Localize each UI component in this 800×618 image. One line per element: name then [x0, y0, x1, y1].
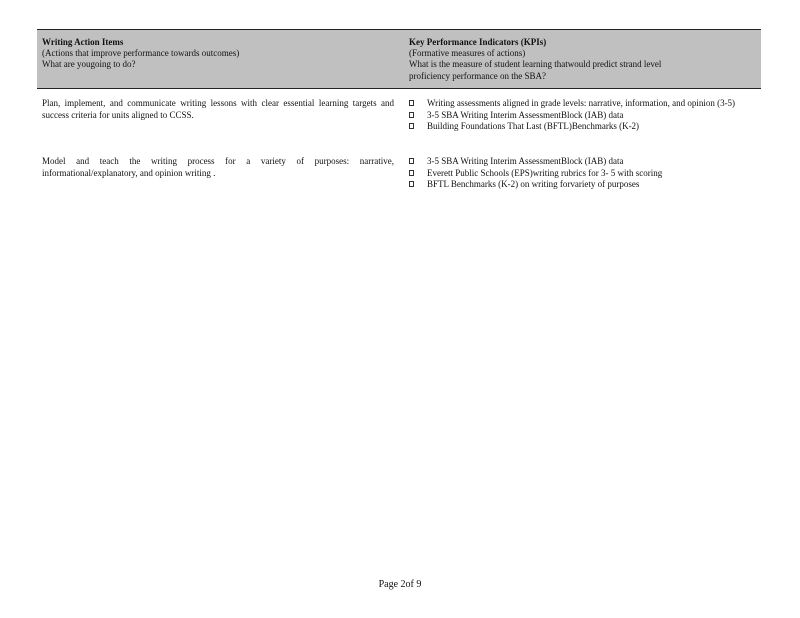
bullet-icon — [409, 170, 414, 176]
right-header-question-line2: proficiency performance on the SBA? — [409, 70, 546, 81]
action-items-table — [37, 29, 761, 201]
bullet-icon — [409, 100, 414, 106]
list-item — [409, 98, 754, 110]
action-cell: Model and teach the writing process for a variety of purposes: narrative, informational/explanatory, and opinion writing . — [42, 156, 394, 178]
table-row — [37, 89, 761, 151]
kpi-text: 3-5 SBA Writing Interim AssessmentBlock (IAB) data — [427, 156, 624, 166]
table-body — [37, 89, 761, 201]
table-row — [37, 151, 761, 201]
list-item — [409, 168, 754, 180]
kpi-text: Building Foundations That Last (BFTL)Benchmarks (K-2) — [427, 121, 640, 131]
list-item — [409, 110, 754, 122]
left-header-question: What are yougoing to do? — [42, 59, 136, 70]
table-header — [37, 29, 761, 89]
bullet-icon — [409, 112, 414, 118]
kpi-cell — [409, 98, 754, 133]
right-header-question-line1: What is the measure of student learning thatwould predict strand level — [409, 59, 662, 70]
bullet-icon — [409, 181, 414, 187]
kpi-text: BFTL Benchmarks (K-2) on writing forvariety of purposes — [427, 179, 640, 189]
left-header-title: Writing Action Items — [42, 37, 124, 47]
bullet-icon — [409, 158, 414, 164]
page-number: Page 2of 9 — [378, 579, 422, 590]
kpi-text: Everett Public Schools (EPS)writing rubrics for 3- 5 with scoring — [427, 167, 663, 178]
kpi-cell — [409, 156, 754, 191]
left-header-subtitle: (Actions that improve performance towards outcomes) — [42, 48, 240, 59]
action-cell: Plan, implement, and communicate writing lessons with clear essential learning targets and success criteria for units aligned to CCSS. — [42, 98, 394, 120]
list-item — [409, 156, 754, 168]
right-header-title: Key Performance Indicators (KPIs) — [409, 37, 547, 47]
kpi-text: 3-5 SBA Writing Interim AssessmentBlock (IAB) data — [427, 109, 624, 120]
list-item — [409, 121, 754, 133]
right-header-subtitle: (Formative measures of actions) — [409, 48, 526, 59]
left-header — [42, 37, 392, 71]
list-item — [409, 179, 754, 191]
right-header — [409, 37, 754, 82]
kpi-text: Writing assessments aligned in grade levels: narrative, information, and opinion (3-5) — [427, 98, 736, 108]
bullet-icon — [409, 123, 414, 129]
